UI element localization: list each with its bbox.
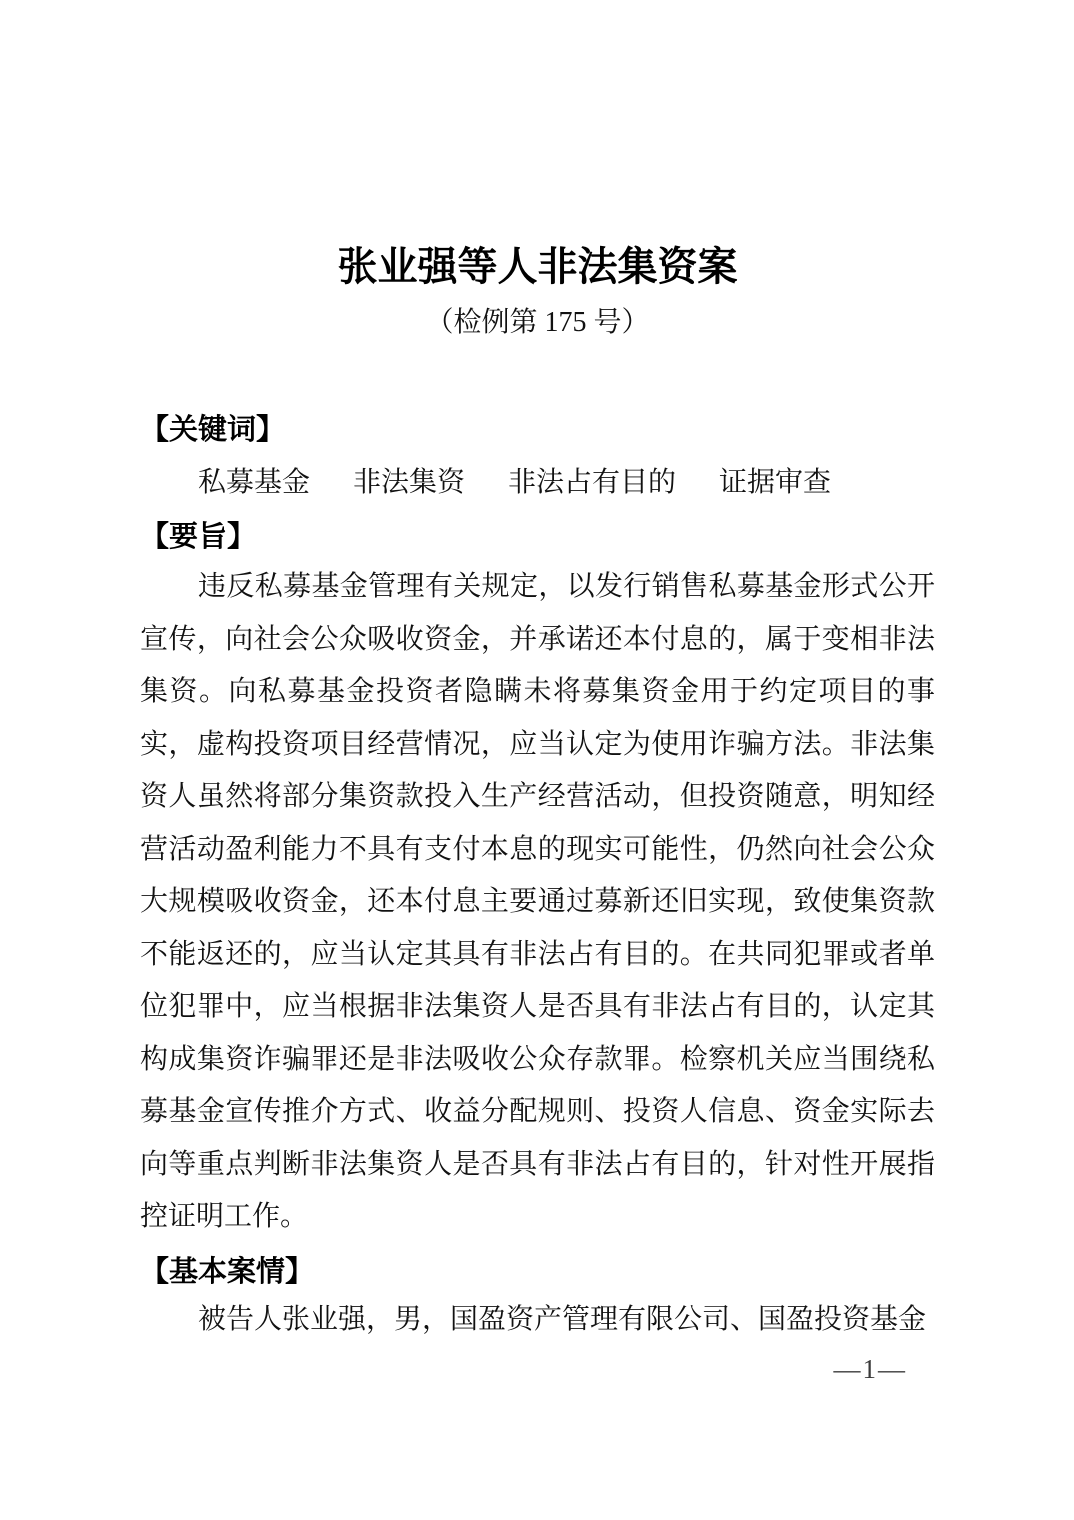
page-number: —1—: [833, 1354, 907, 1384]
gist-section-heading: 【要旨】: [140, 521, 257, 553]
keywords-section-heading: 【关键词】: [140, 414, 286, 446]
gist-paragraph: 违反私募基金管理有关规定，以发行销售私募基金形式公开宣传，向社会公众吸收资金，并承诺还本付息的，属于变相非法集资。向私募基金投资者隐瞒未将募集资金用于约定项目的事实，虚构投资项目经营情况，应当认定为使用诈骗方法。非法集资人虽然将部分集资款投入生产经营活动，但投资随意，明知经营活动盈利能力不具有支付本息的现实可能性，仍然向社会公众大规模吸收资金，还本付息主要通过募新还旧实现，致使集资款不能返还的，应当认定其具有非法占有目的。在共同犯罪或者单位犯罪中，应当根据非法集资人是否具有非法占有目的，认定其构成集资诈骗罪还是非法吸收公众存款罪。检察机关应当围绕私募基金宣传推介方式、收益分配规则、投资人信息、资金实际去向等重点判断非法集资人是否具有非法占有目的，针对性开展指控证明工作。: [140, 571, 935, 1232]
document-title: 张业强等人非法集资案: [337, 245, 738, 289]
document-content: [140, 0, 935, 1346]
basic-facts-paragraph: 被告人张业强，男，国盈资产管理有限公司、国盈投资基金: [198, 1303, 927, 1335]
keyword-item: 证据审查: [719, 467, 832, 498]
keywords-list: [140, 465, 935, 501]
basic-facts-section-heading: 【基本案情】: [140, 1255, 315, 1288]
keyword-item: 私募基金: [198, 467, 311, 498]
keyword-item: 非法占有目的: [508, 467, 677, 498]
case-number-subtitle: （检例第 175 号）: [425, 307, 650, 338]
keyword-item: 非法集资: [353, 467, 466, 498]
